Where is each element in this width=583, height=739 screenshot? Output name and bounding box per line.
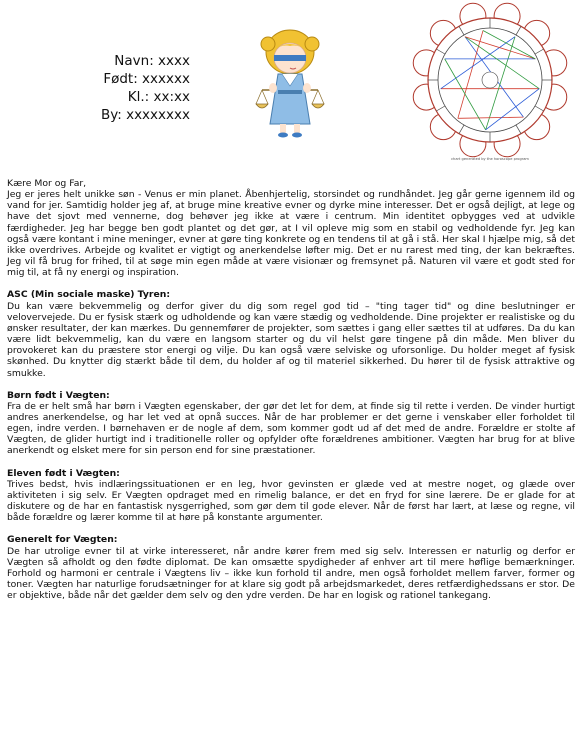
section-heading-general: Generelt for Vægten: bbox=[7, 534, 118, 546]
letter-body bbox=[7, 178, 575, 601]
section-body-children: Fra de er helt små har børn i Vægten egenskaber, der gør det let for dem, at finde sig til rette i verden. De vinder hurtigt andres anerkendelse, og har let ved at opnå succes. Når de har problemer er det gerne i venskaber eller forholdet til egen, indre verden. I børnehaven er de nogle af dem, som kommer godt ud af det med de andre. Forældre er stolte af Vægten, de glider hurtigt ind i traditionelle roller og opfylder ofte forældrenes ambitioner. Vægten har brug for at blive anerkendt og elsket mere for sin person end for sine præstationer. bbox=[7, 400, 575, 457]
chart-caption: chart generated by the horoscope program bbox=[451, 157, 529, 161]
section-body-student: Trives bedst, hvis indlæringssituationen er en leg, hvor gevinsten er glæde ved at mestre noget, og glæde over aktiviteten i sig selv. Er Vægten opdraget med en rimelig balance, er det en fryd for sine lærere. De er glade for at diskutere og de har en fantastisk nysgerrighed, som gør dem til gode elever. Når de først har lært, at læse og regne, vil både forældre og lærer komme til at høre på konstante argumenter. bbox=[7, 478, 575, 524]
section-heading-children: Børn født i Vægten: bbox=[7, 389, 110, 401]
intro-paragraph: Jeg er jeres helt unikke søn - Venus er min planet. Åbenhjertelig, storsindet og rundhåndet. Jeg går gerne igennem ild og vand for jer. Samtidig holder jeg af, at bruge mine kreative evner og dyrke mine interesser. Det er også dejligt, at lege og have det sjovt med vennerne, dog behøver jeg ikke at være i centrum. Min identitet opbygges ved at udvikle færdigheder. Jeg har begge ben godt plantet og det gør, at I vil opleve mig som en stabil og vedholdende fyr. Jeg kan også være kontant i mine meninger, evner at gøre ting konkrete og en tendens til at gå i stå. Her skal I hjælpe mig, så det ikke overdrives. Arbejde og kvalitet er vigtigt og anerkendelse løfter mig. Det er nu rarest med ting, der kan bekræftes. Jeg vil få brug for frihed, til at søge min egen måde at være visionær og fremsynet på. Naturen vil være et godt sted for mig til, at få ny energi og inspiration. bbox=[7, 189, 575, 279]
section-heading-student: Eleven født i Vægten: bbox=[7, 467, 120, 479]
greeting: Kære Mor og Far, bbox=[7, 178, 87, 189]
born-line: Født: xxxxxx bbox=[103, 71, 190, 87]
header bbox=[0, 0, 583, 160]
section-body-general: De har utrolige evner til at virke interesseret, når andre kører frem med sig selv. Interessen er naturlig og derfor er Vægten så afholdt og den fødte diplomat. De kan omsætte spydigheder af enhver art til mere høflige bemærkninger. Forhold og harmoni er centrale i Vægtens liv – ikke kun forhold til andre, men også forholdet mellem farver, former og toner. Vægten har naturlige forudsætninger for at klare sig godt på arbejdsmarkedet, deres retfærdighedssans er stor. De er objektive, både når det gælder dem selv og den ydre verden. De har en logisk og rationel tankegang. bbox=[7, 545, 575, 602]
natal-chart-icon bbox=[404, 0, 576, 164]
section-body-asc: Du kan være bekvemmelig og derfor giver du dig som regel god tid – "ting tager tid" og dine beslutninger er velovervejede. Du er fysisk stærk og udholdende og kan være stædig og vedholdende. Dine projekter er realistiske og du ønsker resultater, der kan mærkes. Du gennemfører de projekter, som sættes i gang eller sættes til at udføres. Da du kan være lidt bekvemmelig, kan du være en langsom starter og du vil helst gøre tingene på din måde. Men bliver du provokeret kan du præstere stor energi og vilje. Du kan også være selviske og uforsonlige. Du holder meget af fysisk skønhed. Du knytter dig stærkt både til dem, du holder af og til materiel sikkerhed. Du hører til de fysisk attraktive og smukke. bbox=[7, 300, 575, 379]
city-line: By: xxxxxxxx bbox=[100, 107, 190, 123]
birth-info bbox=[40, 52, 190, 124]
name-line: Navn: xxxx bbox=[114, 53, 190, 69]
time-line: Kl.: xx:xx bbox=[127, 89, 190, 105]
libra-mascot-icon bbox=[252, 28, 328, 138]
section-heading-asc: ASC (Min sociale maske) Tyren: bbox=[7, 289, 171, 301]
